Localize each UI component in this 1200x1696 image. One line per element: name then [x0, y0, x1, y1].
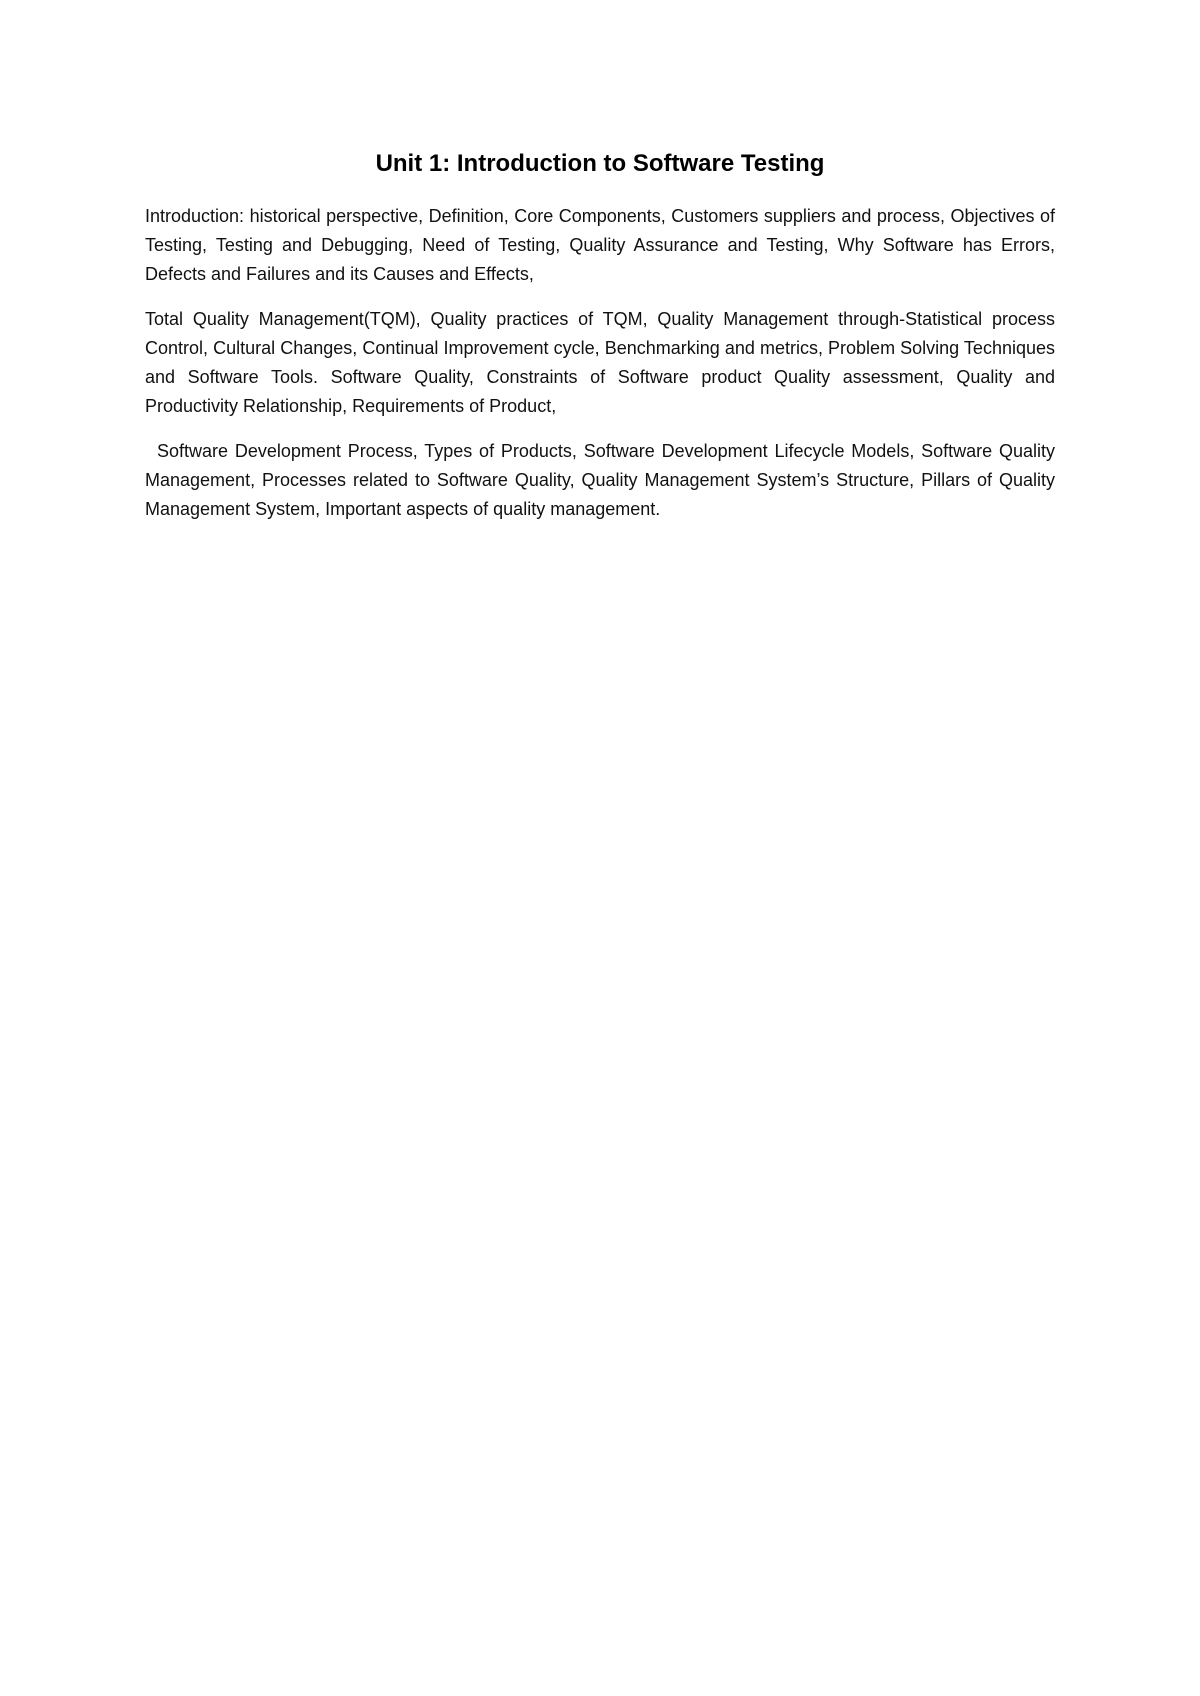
paragraph-tqm: Total Quality Management(TQM), Quality practices of TQM, Quality Management through-Statistical process Control, Cultural Changes, Continual Improvement cycle, Benchmarking and metrics, Problem Solving Techniques and Software Tools. Software Quality, Constraints of Software product Quality assessment, Quality and Productivity Relationship, Requirements of Product,	[145, 309, 1055, 416]
paragraph-introduction: Introduction: historical perspective, Definition, Core Components, Customers suppliers and process, Objectives of Testing, Testing and Debugging, Need of Testing, Quality Assurance and Testing, Why Software has Errors, Defects and Failures and its Causes and Effects,	[145, 206, 1055, 284]
paragraph-development-process: Software Development Process, Types of Products, Software Development Lifecycle Models, Software Quality Management, Processes related to Software Quality, Quality Management System’s Structure, Pillars of Quality Management System, Important aspects of quality management.	[145, 441, 1055, 519]
document-title: Unit 1: Introduction to Software Testing	[375, 150, 825, 177]
document-body	[145, 148, 1055, 540]
